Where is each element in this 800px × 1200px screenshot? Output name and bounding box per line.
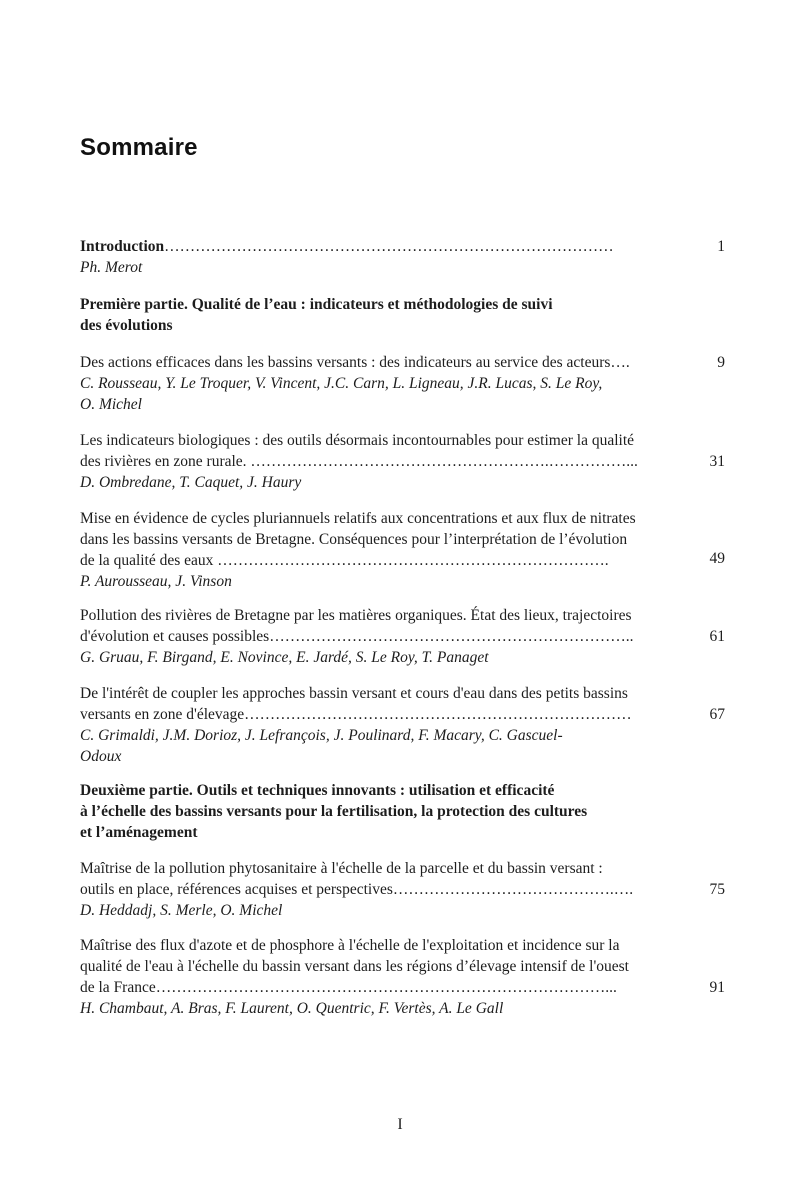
entry-title-line: de la France……………………………………………………………………………... — [80, 979, 617, 996]
entry-title-line: Maîtrise des flux d'azote et de phosphore à l'échelle de l'exploitation et incidence sur la — [80, 937, 620, 954]
entry-title-line: Des actions efficaces dans les bassins versants : des indicateurs au service des acteurs…. — [80, 354, 630, 371]
toc-entry — [80, 605, 725, 668]
entry-title-line: dans les bassins versants de Bretagne. Conséquences pour l’interprétation de l’évolution — [80, 531, 628, 548]
entry-title — [80, 683, 685, 725]
page-number: 61 — [709, 628, 725, 645]
toc-entry-introduction — [80, 236, 725, 278]
page-number: 31 — [709, 453, 725, 470]
entry-title — [80, 858, 685, 900]
author-line: D. Heddadj, S. Merle, O. Michel — [80, 902, 283, 919]
entry-authors — [80, 725, 685, 767]
entry-title — [80, 430, 685, 472]
page-title: Sommaire — [80, 134, 198, 161]
toc-entry — [80, 352, 725, 415]
entry-title — [80, 236, 685, 257]
author-line: H. Chambaut, A. Bras, F. Laurent, O. Quentric, F. Vertès, A. Le Gall — [80, 1000, 504, 1017]
part-heading-2 — [80, 780, 680, 843]
entry-title-line: Mise en évidence de cycles pluriannuels relatifs aux concentrations et aux flux de nitrates — [80, 510, 636, 527]
entry-title-line: outils en place, références acquises et perspectives…………………………………….…. — [80, 881, 634, 898]
entry-title-line: des rivières en zone rurale. ………………………………………………….……………... — [80, 453, 638, 470]
author-line: O. Michel — [80, 396, 142, 413]
entry-title — [80, 352, 685, 373]
page-number: 67 — [709, 706, 725, 723]
author-line: G. Gruau, F. Birgand, E. Novince, E. Jardé, S. Le Roy, T. Panaget — [80, 649, 489, 666]
author-line: P. Aurousseau, J. Vinson — [80, 573, 232, 590]
part-heading-line: Première partie. Qualité de l’eau : indicateurs et méthodologies de suivi — [80, 296, 553, 313]
toc-entry — [80, 430, 725, 493]
entry-authors — [80, 571, 685, 592]
intro-label: Introduction — [80, 238, 165, 255]
toc-entry — [80, 935, 725, 1019]
page-number: 91 — [709, 979, 725, 996]
entry-authors — [80, 900, 685, 921]
page-number: 9 — [717, 354, 725, 371]
leader-dots: …………………………………………………………………………… — [164, 238, 614, 255]
entry-authors — [80, 472, 685, 493]
author-line: Odoux — [80, 748, 122, 765]
entry-title-line: Maîtrise de la pollution phytosanitaire à l'échelle de la parcelle et du bassin versant : — [80, 860, 603, 877]
entry-title-line: De l'intérêt de coupler les approches bassin versant et cours d'eau dans des petits bassins — [80, 685, 628, 702]
author-line: C. Rousseau, Y. Le Troquer, V. Vincent, J.C. Carn, L. Ligneau, J.R. Lucas, S. Le Roy, — [80, 375, 603, 392]
toc-entry — [80, 858, 725, 921]
page-number: 49 — [709, 550, 725, 567]
part-heading-line: à l’échelle des bassins versants pour la fertilisation, la protection des cultures — [80, 803, 588, 820]
part-heading-line: des évolutions — [80, 317, 173, 334]
entry-title-line: Pollution des rivières de Bretagne par les matières organiques. État des lieux, trajectoires — [80, 607, 632, 624]
entry-title-line: Les indicateurs biologiques : des outils désormais incontournables pour estimer la qualité — [80, 432, 635, 449]
toc-entry — [80, 508, 725, 592]
page-number: 75 — [709, 881, 725, 898]
entry-authors — [80, 998, 685, 1019]
page-number: 1 — [717, 238, 725, 255]
entry-title — [80, 935, 685, 998]
entry-authors — [80, 373, 685, 415]
entry-title-line: de la qualité des eaux …………………………………………………………………. — [80, 552, 609, 569]
author-line: C. Grimaldi, J.M. Dorioz, J. Lefrançois, J. Poulinard, F. Macary, C. Gascuel- — [80, 727, 563, 744]
entry-authors: Ph. Merot — [80, 259, 143, 276]
author-line: D. Ombredane, T. Caquet, J. Haury — [80, 474, 302, 491]
part-heading-line: et l’aménagement — [80, 824, 198, 841]
entry-title-line: versants en zone d'élevage………………………………………………………………… — [80, 706, 632, 723]
entry-title-line: d'évolution et causes possibles…………………………………………………………….. — [80, 628, 634, 645]
part-heading-line: Deuxième partie. Outils et techniques innovants : utilisation et efficacité — [80, 782, 555, 799]
toc-entry — [80, 683, 725, 767]
entry-title-line: qualité de l'eau à l'échelle du bassin versant dans les régions d’élevage intensif de l'ouest — [80, 958, 629, 975]
page-folio: I — [397, 1116, 403, 1133]
entry-authors — [80, 647, 685, 668]
part-heading-1 — [80, 294, 680, 336]
entry-title — [80, 605, 685, 647]
entry-title — [80, 508, 685, 571]
